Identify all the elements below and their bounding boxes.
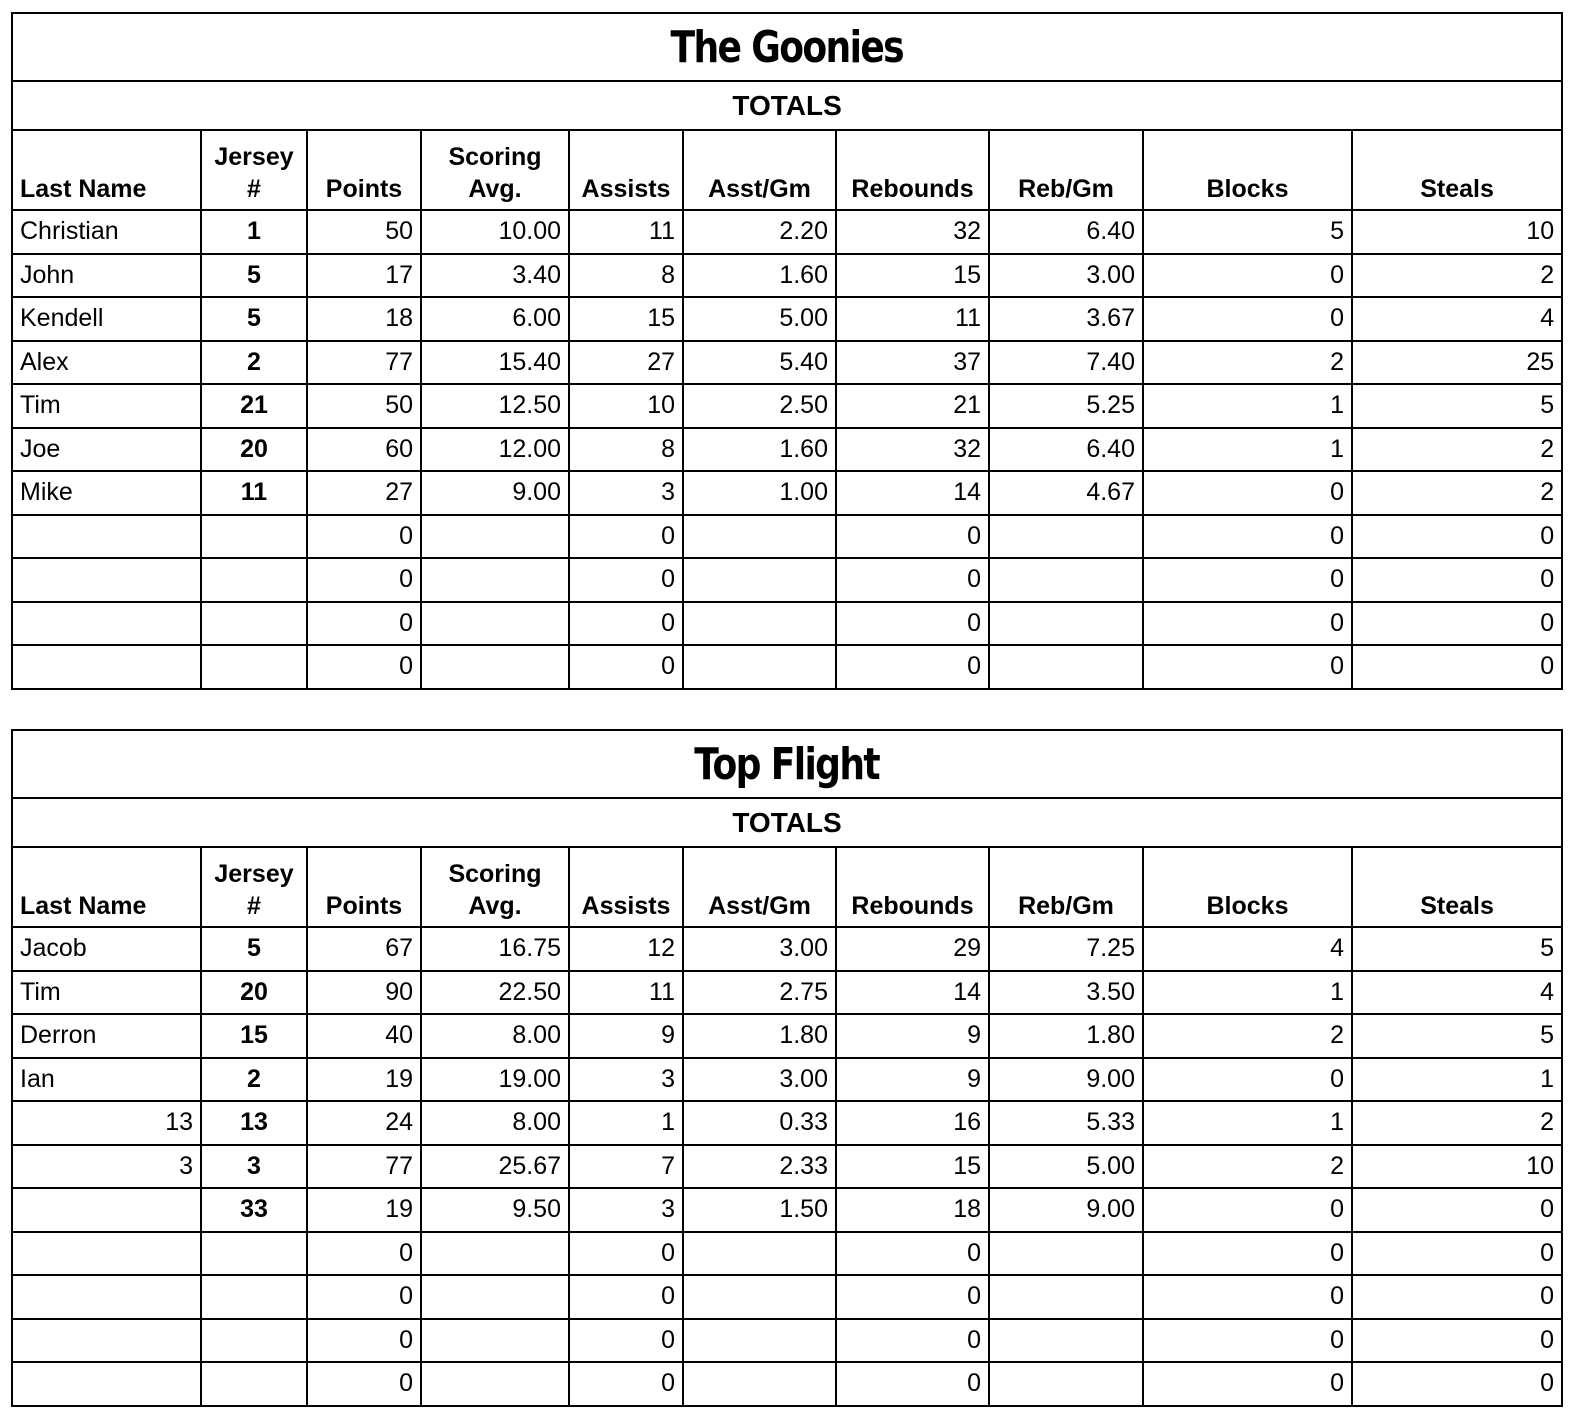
scoring-avg-cell: 19.00 <box>421 1058 569 1102</box>
header-jersey: Jersey # <box>201 847 307 927</box>
last-name-cell: Kendell <box>12 297 201 341</box>
jersey-cell: 21 <box>201 384 307 428</box>
table-row <box>12 927 1562 971</box>
last-name-cell <box>12 645 201 689</box>
rebounds-cell: 21 <box>836 384 989 428</box>
header-asst-gm: Asst/Gm <box>683 130 836 210</box>
rebounds-cell: 0 <box>836 1232 989 1276</box>
blocks-cell: 0 <box>1143 1319 1352 1363</box>
last-name-cell <box>12 1232 201 1276</box>
points-cell: 18 <box>307 297 421 341</box>
reb-gm-cell: 4.67 <box>989 471 1143 515</box>
assists-cell: 0 <box>569 1275 683 1319</box>
blocks-cell: 4 <box>1143 927 1352 971</box>
scoring-avg-cell: 3.40 <box>421 254 569 298</box>
reb-gm-cell <box>989 602 1143 646</box>
header-points: Points <box>307 847 421 927</box>
jersey-cell: 2 <box>201 341 307 385</box>
table-row <box>12 341 1562 385</box>
steals-cell: 4 <box>1352 971 1562 1015</box>
assists-cell: 0 <box>569 1319 683 1363</box>
steals-cell: 0 <box>1352 1275 1562 1319</box>
scoring-avg-cell <box>421 558 569 602</box>
assists-cell: 0 <box>569 1232 683 1276</box>
points-cell: 67 <box>307 927 421 971</box>
table-row <box>12 1275 1562 1319</box>
jersey-cell: 5 <box>201 254 307 298</box>
asst-gm-cell: 2.50 <box>683 384 836 428</box>
scoring-avg-cell <box>421 1232 569 1276</box>
header-steals: Steals <box>1352 130 1562 210</box>
reb-gm-cell: 6.40 <box>989 210 1143 254</box>
steals-cell: 5 <box>1352 384 1562 428</box>
header-steals: Steals <box>1352 847 1562 927</box>
table-row <box>12 1362 1562 1406</box>
reb-gm-cell <box>989 1362 1143 1406</box>
blocks-cell: 0 <box>1143 602 1352 646</box>
header-asst-gm: Asst/Gm <box>683 847 836 927</box>
steals-cell: 0 <box>1352 602 1562 646</box>
jersey-cell <box>201 602 307 646</box>
scoring-avg-cell: 10.00 <box>421 210 569 254</box>
rebounds-cell: 0 <box>836 1275 989 1319</box>
assists-cell: 3 <box>569 1058 683 1102</box>
asst-gm-cell <box>683 1232 836 1276</box>
scoring-avg-cell: 22.50 <box>421 971 569 1015</box>
jersey-cell <box>201 515 307 559</box>
jersey-cell: 5 <box>201 927 307 971</box>
scoring-avg-cell <box>421 1362 569 1406</box>
last-name-cell <box>12 515 201 559</box>
points-cell: 19 <box>307 1058 421 1102</box>
asst-gm-cell <box>683 1319 836 1363</box>
asst-gm-cell: 5.00 <box>683 297 836 341</box>
team-title: Top Flight <box>12 730 1562 798</box>
assists-cell: 12 <box>569 927 683 971</box>
scoring-avg-cell: 9.00 <box>421 471 569 515</box>
totals-heading: TOTALS <box>12 81 1562 130</box>
steals-cell: 0 <box>1352 1319 1562 1363</box>
jersey-cell <box>201 558 307 602</box>
scoring-avg-cell: 15.40 <box>421 341 569 385</box>
blocks-cell: 2 <box>1143 341 1352 385</box>
scoring-avg-cell: 12.00 <box>421 428 569 472</box>
rebounds-cell: 0 <box>836 558 989 602</box>
table-row <box>12 384 1562 428</box>
jersey-cell: 11 <box>201 471 307 515</box>
jersey-cell <box>201 645 307 689</box>
assists-cell: 8 <box>569 254 683 298</box>
last-name-cell: Christian <box>12 210 201 254</box>
column-header-row <box>12 847 1562 927</box>
rebounds-cell: 9 <box>836 1014 989 1058</box>
steals-cell: 2 <box>1352 428 1562 472</box>
rebounds-cell: 18 <box>836 1188 989 1232</box>
blocks-cell: 0 <box>1143 1362 1352 1406</box>
reb-gm-cell <box>989 1275 1143 1319</box>
scoring-avg-cell <box>421 1275 569 1319</box>
steals-cell: 0 <box>1352 645 1562 689</box>
jersey-cell: 20 <box>201 428 307 472</box>
blocks-cell: 0 <box>1143 254 1352 298</box>
table-row <box>12 471 1562 515</box>
reb-gm-cell: 3.67 <box>989 297 1143 341</box>
table-row <box>12 1014 1562 1058</box>
jersey-cell: 20 <box>201 971 307 1015</box>
table-row <box>12 428 1562 472</box>
reb-gm-cell: 9.00 <box>989 1058 1143 1102</box>
asst-gm-cell: 1.60 <box>683 254 836 298</box>
header-assists: Assists <box>569 847 683 927</box>
blocks-cell: 2 <box>1143 1145 1352 1189</box>
points-cell: 0 <box>307 515 421 559</box>
points-cell: 40 <box>307 1014 421 1058</box>
points-cell: 17 <box>307 254 421 298</box>
assists-cell: 0 <box>569 602 683 646</box>
assists-cell: 0 <box>569 1362 683 1406</box>
asst-gm-cell: 2.75 <box>683 971 836 1015</box>
assists-cell: 0 <box>569 645 683 689</box>
steals-cell: 10 <box>1352 1145 1562 1189</box>
blocks-cell: 0 <box>1143 471 1352 515</box>
table-row <box>12 515 1562 559</box>
last-name-cell: Tim <box>12 971 201 1015</box>
last-name-cell: Jacob <box>12 927 201 971</box>
rebounds-cell: 15 <box>836 254 989 298</box>
blocks-cell: 0 <box>1143 558 1352 602</box>
points-cell: 50 <box>307 384 421 428</box>
asst-gm-cell: 3.00 <box>683 927 836 971</box>
points-cell: 0 <box>307 645 421 689</box>
asst-gm-cell <box>683 558 836 602</box>
assists-cell: 9 <box>569 1014 683 1058</box>
assists-cell: 0 <box>569 558 683 602</box>
scoring-avg-cell <box>421 602 569 646</box>
points-cell: 0 <box>307 1232 421 1276</box>
assists-cell: 11 <box>569 210 683 254</box>
blocks-cell: 1 <box>1143 1101 1352 1145</box>
assists-cell: 3 <box>569 1188 683 1232</box>
table-row <box>12 558 1562 602</box>
blocks-cell: 0 <box>1143 1058 1352 1102</box>
points-cell: 60 <box>307 428 421 472</box>
rebounds-cell: 14 <box>836 471 989 515</box>
steals-cell: 4 <box>1352 297 1562 341</box>
assists-cell: 10 <box>569 384 683 428</box>
scoring-avg-cell: 16.75 <box>421 927 569 971</box>
points-cell: 90 <box>307 971 421 1015</box>
jersey-cell <box>201 1362 307 1406</box>
reb-gm-cell: 5.00 <box>989 1145 1143 1189</box>
reb-gm-cell <box>989 1232 1143 1276</box>
asst-gm-cell: 2.20 <box>683 210 836 254</box>
points-cell: 27 <box>307 471 421 515</box>
jersey-cell <box>201 1275 307 1319</box>
column-header-row <box>12 130 1562 210</box>
blocks-cell: 5 <box>1143 210 1352 254</box>
jersey-cell: 3 <box>201 1145 307 1189</box>
assists-cell: 15 <box>569 297 683 341</box>
last-name-cell: Ian <box>12 1058 201 1102</box>
points-cell: 77 <box>307 341 421 385</box>
rebounds-cell: 15 <box>836 1145 989 1189</box>
last-name-cell: 13 <box>12 1101 201 1145</box>
assists-cell: 7 <box>569 1145 683 1189</box>
reb-gm-cell <box>989 645 1143 689</box>
last-name-cell: Joe <box>12 428 201 472</box>
last-name-cell <box>12 1275 201 1319</box>
header-rebounds: Rebounds <box>836 130 989 210</box>
rebounds-cell: 37 <box>836 341 989 385</box>
table-row <box>12 1232 1562 1276</box>
points-cell: 19 <box>307 1188 421 1232</box>
header-blocks: Blocks <box>1143 847 1352 927</box>
points-cell: 50 <box>307 210 421 254</box>
last-name-cell <box>12 1319 201 1363</box>
steals-cell: 5 <box>1352 927 1562 971</box>
rebounds-cell: 32 <box>836 210 989 254</box>
scoring-avg-cell: 12.50 <box>421 384 569 428</box>
reb-gm-cell: 7.25 <box>989 927 1143 971</box>
jersey-cell: 33 <box>201 1188 307 1232</box>
header-points: Points <box>307 130 421 210</box>
jersey-cell <box>201 1232 307 1276</box>
blocks-cell: 0 <box>1143 1188 1352 1232</box>
asst-gm-cell <box>683 1275 836 1319</box>
header-blocks: Blocks <box>1143 130 1352 210</box>
table-row <box>12 1058 1562 1102</box>
rebounds-cell: 11 <box>836 297 989 341</box>
assists-cell: 3 <box>569 471 683 515</box>
table-row <box>12 1101 1562 1145</box>
table-row <box>12 645 1562 689</box>
steals-cell: 2 <box>1352 1101 1562 1145</box>
asst-gm-cell: 1.50 <box>683 1188 836 1232</box>
table-row <box>12 971 1562 1015</box>
asst-gm-cell <box>683 1362 836 1406</box>
asst-gm-cell: 1.80 <box>683 1014 836 1058</box>
table-row <box>12 1188 1562 1232</box>
asst-gm-cell <box>683 602 836 646</box>
header-last-name: Last Name <box>12 130 201 210</box>
last-name-cell: Alex <box>12 341 201 385</box>
rebounds-cell: 0 <box>836 1319 989 1363</box>
points-cell: 24 <box>307 1101 421 1145</box>
steals-cell: 2 <box>1352 254 1562 298</box>
steals-cell: 1 <box>1352 1058 1562 1102</box>
header-reb-gm: Reb/Gm <box>989 847 1143 927</box>
reb-gm-cell <box>989 1319 1143 1363</box>
table-row <box>12 1145 1562 1189</box>
reb-gm-cell: 5.25 <box>989 384 1143 428</box>
table-row <box>12 602 1562 646</box>
last-name-cell <box>12 558 201 602</box>
asst-gm-cell: 0.33 <box>683 1101 836 1145</box>
scoring-avg-cell: 25.67 <box>421 1145 569 1189</box>
blocks-cell: 0 <box>1143 1275 1352 1319</box>
scoring-avg-cell <box>421 1319 569 1363</box>
last-name-cell: Derron <box>12 1014 201 1058</box>
asst-gm-cell <box>683 515 836 559</box>
steals-cell: 0 <box>1352 1362 1562 1406</box>
points-cell: 0 <box>307 1319 421 1363</box>
assists-cell: 8 <box>569 428 683 472</box>
header-scoring-avg: Scoring Avg. <box>421 130 569 210</box>
blocks-cell: 2 <box>1143 1014 1352 1058</box>
last-name-cell: John <box>12 254 201 298</box>
asst-gm-cell: 5.40 <box>683 341 836 385</box>
reb-gm-cell: 3.00 <box>989 254 1143 298</box>
rebounds-cell: 0 <box>836 602 989 646</box>
reb-gm-cell: 7.40 <box>989 341 1143 385</box>
last-name-cell <box>12 1362 201 1406</box>
blocks-cell: 0 <box>1143 515 1352 559</box>
goonies-stats-sheet <box>11 12 1561 690</box>
scoring-avg-cell <box>421 515 569 559</box>
rebounds-cell: 9 <box>836 1058 989 1102</box>
steals-cell: 25 <box>1352 341 1562 385</box>
steals-cell: 5 <box>1352 1014 1562 1058</box>
blocks-cell: 0 <box>1143 1232 1352 1276</box>
blocks-cell: 1 <box>1143 428 1352 472</box>
rebounds-cell: 32 <box>836 428 989 472</box>
header-scoring-avg: Scoring Avg. <box>421 847 569 927</box>
header-jersey: Jersey # <box>201 130 307 210</box>
assists-cell: 11 <box>569 971 683 1015</box>
reb-gm-cell: 3.50 <box>989 971 1143 1015</box>
jersey-cell: 13 <box>201 1101 307 1145</box>
goonies-stats-table <box>11 12 1563 690</box>
table-row <box>12 210 1562 254</box>
steals-cell: 0 <box>1352 515 1562 559</box>
jersey-cell: 15 <box>201 1014 307 1058</box>
jersey-cell: 5 <box>201 297 307 341</box>
scoring-avg-cell <box>421 645 569 689</box>
blocks-cell: 1 <box>1143 384 1352 428</box>
last-name-cell <box>12 1188 201 1232</box>
reb-gm-cell: 6.40 <box>989 428 1143 472</box>
blocks-cell: 0 <box>1143 297 1352 341</box>
scoring-avg-cell: 9.50 <box>421 1188 569 1232</box>
steals-cell: 0 <box>1352 1188 1562 1232</box>
steals-cell: 0 <box>1352 1232 1562 1276</box>
assists-cell: 0 <box>569 515 683 559</box>
reb-gm-cell <box>989 558 1143 602</box>
jersey-cell: 2 <box>201 1058 307 1102</box>
reb-gm-cell: 5.33 <box>989 1101 1143 1145</box>
rebounds-cell: 0 <box>836 645 989 689</box>
rebounds-cell: 29 <box>836 927 989 971</box>
reb-gm-cell <box>989 515 1143 559</box>
blocks-cell: 1 <box>1143 971 1352 1015</box>
scoring-avg-cell: 8.00 <box>421 1101 569 1145</box>
jersey-cell <box>201 1319 307 1363</box>
scoring-avg-cell: 8.00 <box>421 1014 569 1058</box>
header-last-name: Last Name <box>12 847 201 927</box>
points-cell: 0 <box>307 602 421 646</box>
points-cell: 0 <box>307 1275 421 1319</box>
points-cell: 0 <box>307 1362 421 1406</box>
assists-cell: 27 <box>569 341 683 385</box>
header-reb-gm: Reb/Gm <box>989 130 1143 210</box>
rebounds-cell: 14 <box>836 971 989 1015</box>
scoring-avg-cell: 6.00 <box>421 297 569 341</box>
rebounds-cell: 0 <box>836 515 989 559</box>
points-cell: 0 <box>307 558 421 602</box>
rebounds-cell: 0 <box>836 1362 989 1406</box>
points-cell: 77 <box>307 1145 421 1189</box>
last-name-cell <box>12 602 201 646</box>
jersey-cell: 1 <box>201 210 307 254</box>
asst-gm-cell: 2.33 <box>683 1145 836 1189</box>
last-name-cell: 3 <box>12 1145 201 1189</box>
last-name-cell: Mike <box>12 471 201 515</box>
asst-gm-cell <box>683 645 836 689</box>
rebounds-cell: 16 <box>836 1101 989 1145</box>
blocks-cell: 0 <box>1143 645 1352 689</box>
reb-gm-cell: 9.00 <box>989 1188 1143 1232</box>
asst-gm-cell: 1.60 <box>683 428 836 472</box>
top-flight-stats-table <box>11 729 1563 1407</box>
last-name-cell: Tim <box>12 384 201 428</box>
steals-cell: 0 <box>1352 558 1562 602</box>
table-row <box>12 297 1562 341</box>
asst-gm-cell: 3.00 <box>683 1058 836 1102</box>
reb-gm-cell: 1.80 <box>989 1014 1143 1058</box>
assists-cell: 1 <box>569 1101 683 1145</box>
asst-gm-cell: 1.00 <box>683 471 836 515</box>
steals-cell: 2 <box>1352 471 1562 515</box>
totals-heading: TOTALS <box>12 798 1562 847</box>
steals-cell: 10 <box>1352 210 1562 254</box>
top-flight-stats-sheet <box>11 729 1561 1407</box>
header-assists: Assists <box>569 130 683 210</box>
table-row <box>12 254 1562 298</box>
team-title: The Goonies <box>12 13 1562 81</box>
header-rebounds: Rebounds <box>836 847 989 927</box>
table-row <box>12 1319 1562 1363</box>
